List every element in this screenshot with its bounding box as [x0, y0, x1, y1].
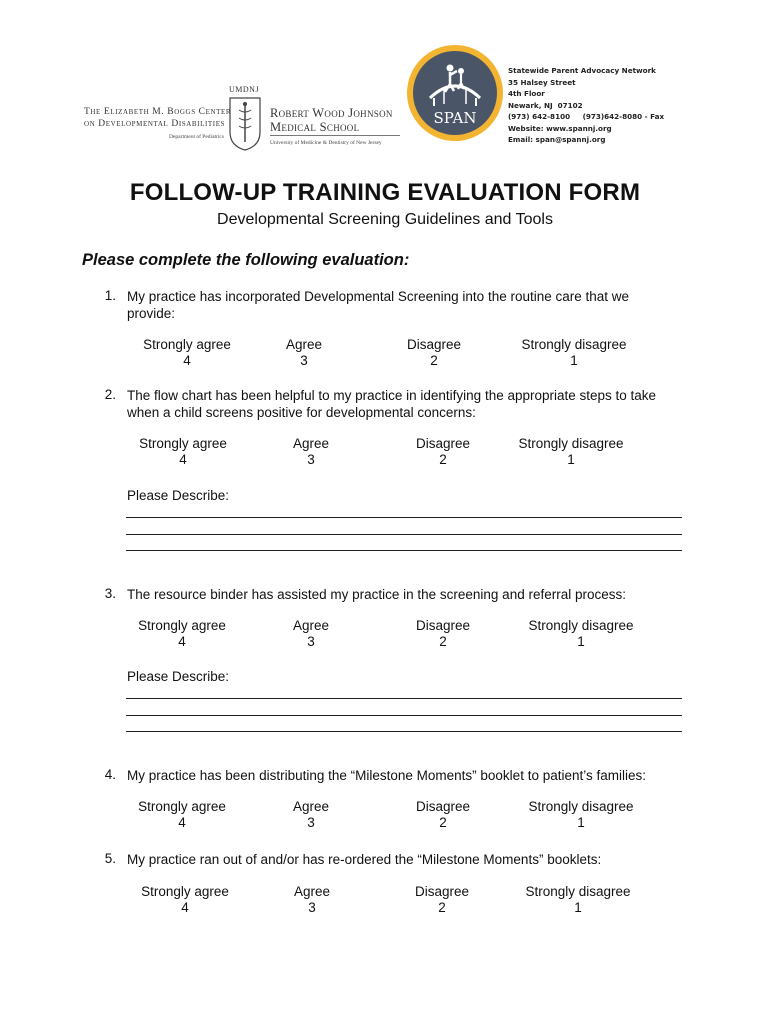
option-label: Disagree	[415, 618, 471, 633]
umdnj-shield-icon	[228, 96, 262, 152]
question-number: 1.	[104, 288, 116, 303]
option-label: Strongly agree	[143, 337, 231, 352]
span-logo-text: SPAN	[433, 109, 477, 127]
q4-option-strongly-disagree[interactable]	[519, 799, 643, 831]
q2-describe-label: Please Describe:	[127, 488, 230, 503]
option-label: Strongly agree	[141, 884, 229, 899]
boggs-line1: The Elizabeth M. Boggs Center	[84, 107, 232, 117]
option-value: 4	[178, 815, 186, 830]
option-value: 4	[183, 353, 191, 368]
option-label: Disagree	[415, 436, 471, 451]
option-value: 4	[178, 634, 186, 649]
rwj-subtitle: University of Medicine & Dentistry of New Jersey	[270, 140, 382, 146]
question-number: 2.	[104, 387, 116, 402]
option-value: 1	[577, 634, 585, 649]
q3-answer-line-2[interactable]	[126, 715, 682, 716]
question-4-text: My practice has been distributing the “Milestone Moments” booklet to patient’s families:	[127, 768, 646, 783]
question-number: 3.	[104, 586, 116, 601]
form-instruction: Please complete the following evaluation:	[82, 251, 410, 269]
question-3-text: The resource binder has assisted my practice in the screening and referral process:	[127, 587, 626, 602]
option-label: Strongly disagree	[528, 618, 634, 633]
option-value: 1	[577, 815, 585, 830]
rwj-line2: Medical School	[270, 120, 360, 134]
q1-option-disagree[interactable]	[394, 337, 474, 369]
q4-option-disagree[interactable]	[403, 799, 483, 831]
question-number: 4.	[104, 767, 116, 782]
q2-option-disagree[interactable]	[403, 436, 483, 468]
q5-option-strongly-agree[interactable]	[134, 884, 236, 916]
span-contact-info	[508, 65, 664, 146]
q3-describe-label: Please Describe:	[127, 669, 230, 684]
option-label: Agree	[292, 618, 330, 633]
option-value: 2	[439, 815, 447, 830]
option-value: 1	[567, 452, 575, 467]
span-info-line: 4th Floor	[508, 89, 545, 98]
option-label: Strongly disagree	[528, 799, 634, 814]
option-value: 3	[300, 353, 308, 368]
option-label: Agree	[293, 884, 331, 899]
span-info-line: Website: www.spannj.org	[508, 123, 612, 133]
question-text-line: My practice has incorporated Developmental Screening into the routine care that we	[127, 289, 630, 304]
q3-answer-line-1[interactable]	[126, 698, 682, 699]
option-label: Disagree	[415, 799, 471, 814]
option-value: 2	[430, 353, 438, 368]
option-value: 3	[307, 815, 315, 830]
q2-answer-line-3[interactable]	[126, 550, 682, 551]
umdnj-label: UMDNJ	[229, 85, 260, 94]
q3-answer-line-3[interactable]	[126, 731, 682, 732]
option-label: Strongly disagree	[521, 337, 627, 352]
option-value: 1	[570, 353, 578, 368]
q3-option-strongly-agree[interactable]	[131, 618, 233, 650]
option-label: Strongly agree	[138, 799, 226, 814]
form-title: FOLLOW-UP TRAINING EVALUATION FORM	[129, 179, 641, 206]
span-info-line: (973) 642-8100 (973)642-8080 - Fax	[508, 112, 665, 121]
option-value: 1	[574, 900, 582, 915]
q2-answer-line-2[interactable]	[126, 534, 682, 535]
option-value: 3	[307, 452, 315, 467]
q4-option-strongly-agree[interactable]	[131, 799, 233, 831]
span-info-line: Newark, NJ 07102	[508, 100, 583, 110]
option-label: Agree	[285, 337, 323, 352]
option-value: 2	[438, 900, 446, 915]
option-value: 2	[439, 634, 447, 649]
q3-option-agree[interactable]	[271, 618, 351, 650]
option-value: 2	[439, 452, 447, 467]
rwj-line1: Robert Wood Johnson	[270, 106, 393, 120]
q1-option-strongly-agree[interactable]	[136, 337, 238, 369]
question-text-line: The flow chart has been helpful to my practice in identifying the appropriate steps to take	[127, 388, 657, 403]
rwj-divider	[270, 135, 400, 136]
option-label: Strongly agree	[139, 436, 227, 451]
question-text-line: when a child screens positive for developmental concerns:	[127, 405, 476, 420]
form-subtitle: Developmental Screening Guidelines and Tools	[217, 211, 553, 228]
option-label: Strongly agree	[138, 618, 226, 633]
q5-option-strongly-disagree[interactable]	[516, 884, 640, 916]
option-label: Strongly disagree	[518, 436, 624, 451]
rwj-logo	[270, 106, 393, 148]
span-info-line: Email: span@spannj.org	[508, 135, 606, 144]
q2-option-strongly-disagree[interactable]	[509, 436, 633, 468]
span-logo-icon	[406, 44, 504, 142]
question-number: 5.	[104, 851, 116, 866]
q5-option-disagree[interactable]	[402, 884, 482, 916]
boggs-line2: on Developmental Disabilities	[84, 119, 226, 129]
option-value: 3	[308, 900, 316, 915]
option-value: 3	[307, 634, 315, 649]
question-2-text	[127, 387, 687, 421]
q1-option-strongly-disagree[interactable]	[512, 337, 636, 369]
q4-option-agree[interactable]	[271, 799, 351, 831]
q5-option-agree[interactable]	[272, 884, 352, 916]
boggs-department: Department of Pediatrics	[169, 134, 224, 140]
question-text-line: provide:	[127, 306, 176, 321]
q2-option-strongly-agree[interactable]	[132, 436, 234, 468]
question-5-text: My practice ran out of and/or has re-ordered the “Milestone Moments” booklets:	[127, 852, 602, 867]
question-1-text	[127, 288, 687, 322]
q2-option-agree[interactable]	[271, 436, 351, 468]
q3-option-strongly-disagree[interactable]	[519, 618, 643, 650]
span-info-line: 35 Halsey Street	[508, 77, 576, 87]
option-value: 4	[179, 452, 187, 467]
q1-option-agree[interactable]	[264, 337, 344, 369]
span-info-line: Statewide Parent Advocacy Network	[508, 66, 656, 75]
option-label: Agree	[292, 436, 330, 451]
q2-answer-line-1[interactable]	[126, 517, 682, 518]
boggs-center-logo	[84, 106, 232, 142]
option-label: Disagree	[414, 884, 470, 899]
option-label: Agree	[292, 799, 330, 814]
option-label: Strongly disagree	[525, 884, 631, 899]
option-value: 4	[181, 900, 189, 915]
q3-option-disagree[interactable]	[403, 618, 483, 650]
option-label: Disagree	[406, 337, 462, 352]
